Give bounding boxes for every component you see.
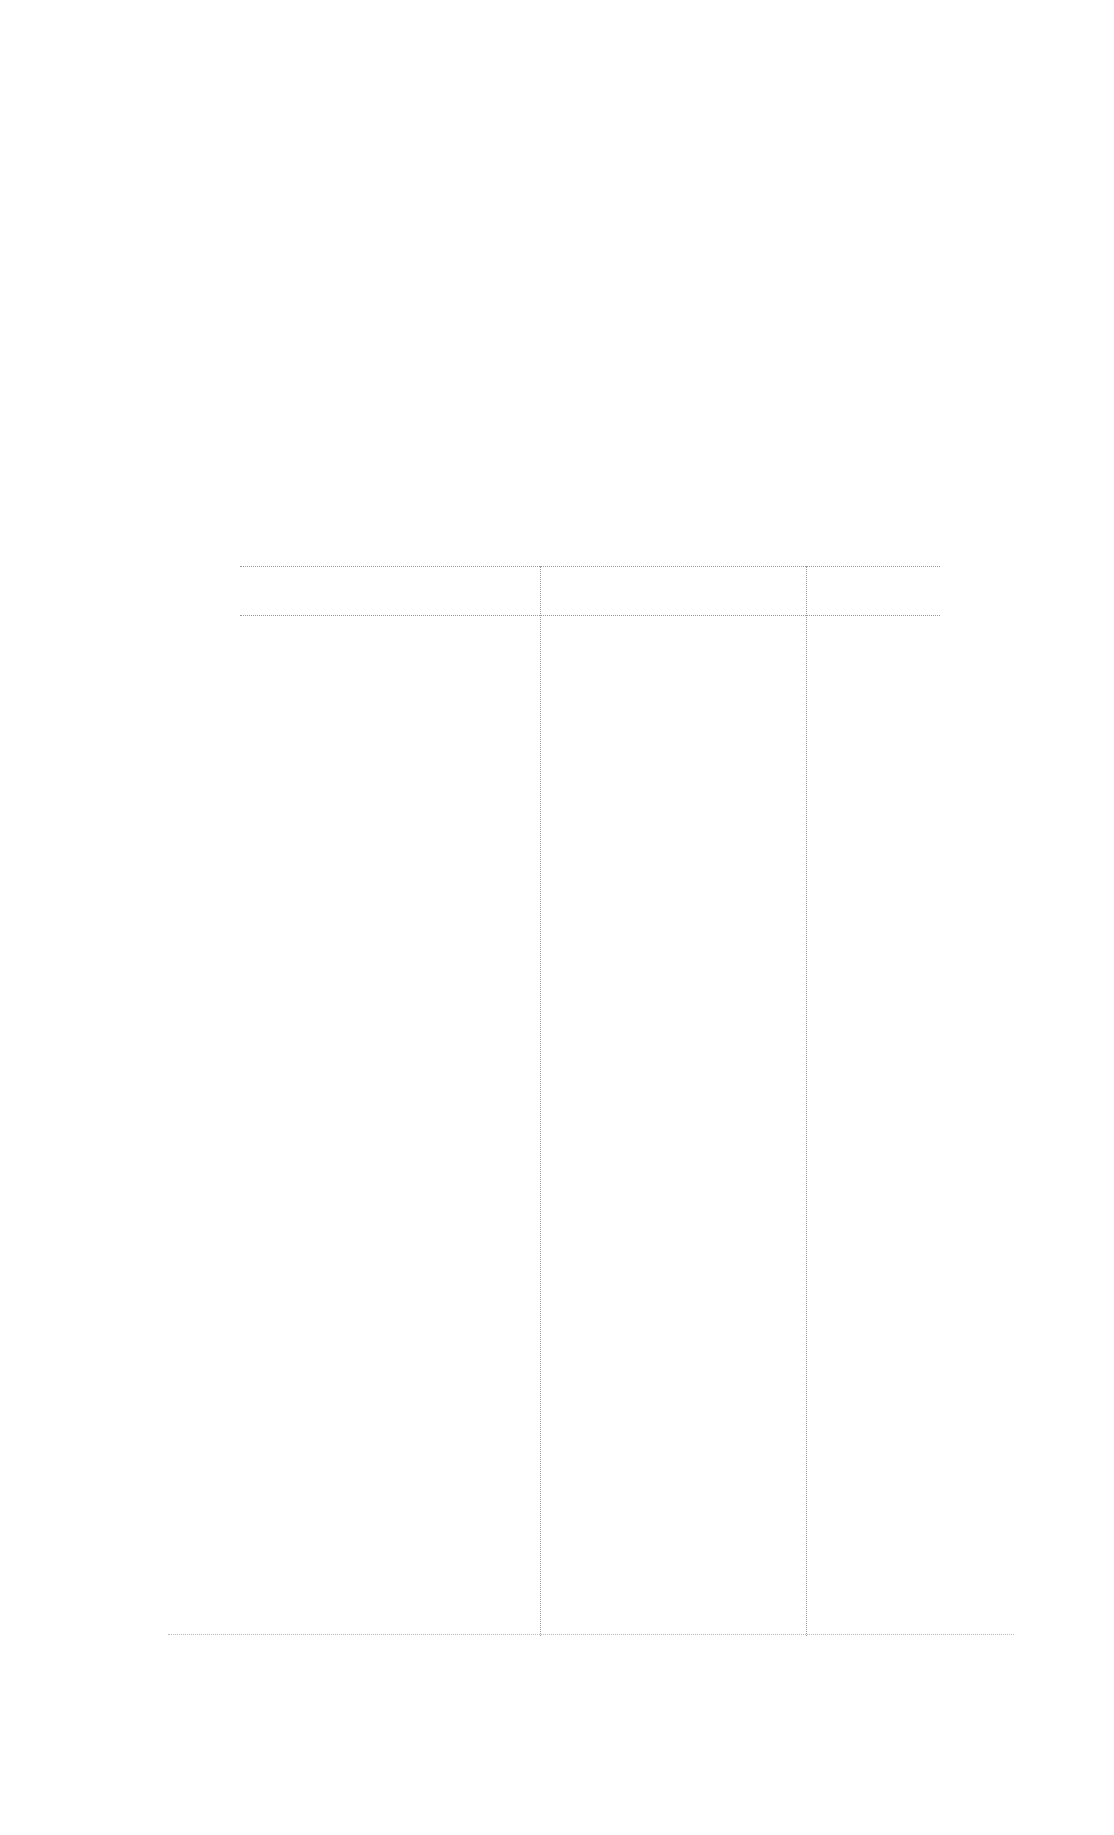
page-header (168, 130, 1014, 160)
imports-header (240, 566, 940, 616)
imports-table (240, 566, 940, 644)
